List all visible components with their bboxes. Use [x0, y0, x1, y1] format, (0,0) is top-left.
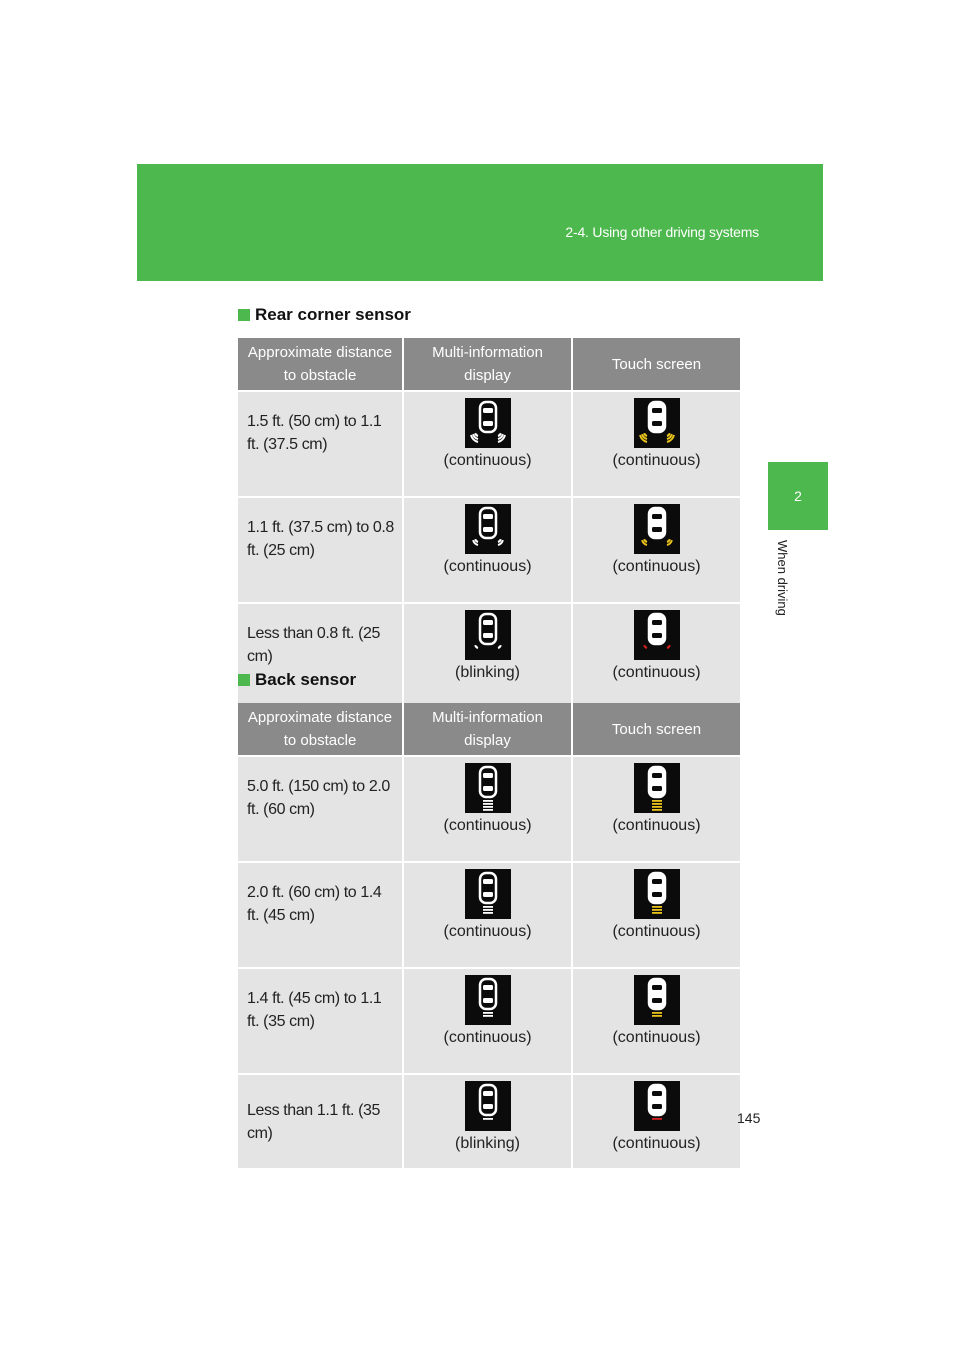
mid-state: (continuous)	[443, 1029, 532, 1046]
distance-cell: Less than 0.8 ft. (25 cm)	[238, 602, 404, 708]
table-row	[238, 967, 740, 1073]
mid-cell	[404, 861, 573, 967]
heading-square-icon	[238, 674, 250, 686]
touch-state: (continuous)	[612, 1029, 701, 1046]
distance-cell: 2.0 ft. (60 cm) to 1.4 ft. (45 cm)	[238, 861, 404, 967]
touch-cell	[573, 390, 740, 496]
car-back-touch-icon	[634, 975, 680, 1025]
distance-cell: 1.4 ft. (45 cm) to 1.1 ft. (35 cm)	[238, 967, 404, 1073]
mid-cell	[404, 496, 573, 602]
mid-cell	[404, 390, 573, 496]
mid-cell	[404, 602, 573, 708]
table-row	[238, 755, 740, 861]
table-row	[238, 602, 740, 708]
touch-cell	[573, 602, 740, 708]
header-band	[137, 164, 823, 281]
mid-cell	[404, 967, 573, 1073]
car-corner-mid-icon	[465, 504, 511, 554]
col-distance-header: Approximate distance to obstacle	[238, 338, 404, 390]
rear-corner-heading-text: Rear corner sensor	[255, 305, 411, 324]
section-title: 2-4. Using other driving systems	[565, 224, 759, 240]
chapter-label: When driving	[775, 540, 790, 616]
table-row	[238, 1073, 740, 1168]
car-corner-touch-icon	[634, 504, 680, 554]
chapter-tab	[768, 462, 828, 530]
page-number: 145	[737, 1110, 761, 1126]
distance-cell: 5.0 ft. (150 cm) to 2.0 ft. (60 cm)	[238, 755, 404, 861]
car-back-mid-icon	[465, 763, 511, 813]
car-corner-touch-icon	[634, 610, 680, 660]
back-table	[238, 703, 740, 1168]
mid-state: (continuous)	[443, 452, 532, 469]
car-corner-mid-icon	[465, 610, 511, 660]
rear-corner-heading	[238, 305, 411, 325]
car-corner-touch-icon	[634, 398, 680, 448]
car-corner-mid-icon	[465, 398, 511, 448]
rear-corner-table	[238, 338, 740, 708]
back-heading-text: Back sensor	[255, 670, 357, 689]
distance-cell: 1.5 ft. (50 cm) to 1.1 ft. (37.5 cm)	[238, 390, 404, 496]
col-touch-header: Touch screen	[573, 703, 740, 755]
mid-state: (continuous)	[443, 923, 532, 940]
mid-state: (continuous)	[443, 558, 532, 575]
col-touch-header: Touch screen	[573, 338, 740, 390]
touch-cell	[573, 755, 740, 861]
touch-state: (continuous)	[612, 558, 701, 575]
touch-state: (continuous)	[612, 1135, 701, 1152]
touch-state: (continuous)	[612, 664, 701, 681]
chapter-number: 2	[794, 488, 802, 504]
touch-cell	[573, 496, 740, 602]
mid-state: (blinking)	[455, 664, 520, 681]
mid-state: (blinking)	[455, 1135, 520, 1152]
mid-cell	[404, 1073, 573, 1168]
mid-cell	[404, 755, 573, 861]
car-back-mid-icon	[465, 975, 511, 1025]
heading-square-icon	[238, 309, 250, 321]
touch-state: (continuous)	[612, 452, 701, 469]
touch-cell	[573, 861, 740, 967]
car-back-mid-icon	[465, 1081, 511, 1131]
distance-cell: 1.1 ft. (37.5 cm) to 0.8 ft. (25 cm)	[238, 496, 404, 602]
car-back-touch-icon	[634, 869, 680, 919]
table-row	[238, 496, 740, 602]
car-back-mid-icon	[465, 869, 511, 919]
table-row	[238, 390, 740, 496]
car-back-touch-icon	[634, 763, 680, 813]
col-distance-header: Approximate distance to obstacle	[238, 703, 404, 755]
touch-state: (continuous)	[612, 923, 701, 940]
back-heading	[238, 670, 356, 690]
mid-state: (continuous)	[443, 817, 532, 834]
touch-cell	[573, 967, 740, 1073]
table-row	[238, 861, 740, 967]
touch-cell	[573, 1073, 740, 1168]
car-back-touch-icon	[634, 1081, 680, 1131]
touch-state: (continuous)	[612, 817, 701, 834]
col-mid-header: Multi-information display	[404, 338, 573, 390]
distance-cell: Less than 1.1 ft. (35 cm)	[238, 1073, 404, 1168]
col-mid-header: Multi-information display	[404, 703, 573, 755]
